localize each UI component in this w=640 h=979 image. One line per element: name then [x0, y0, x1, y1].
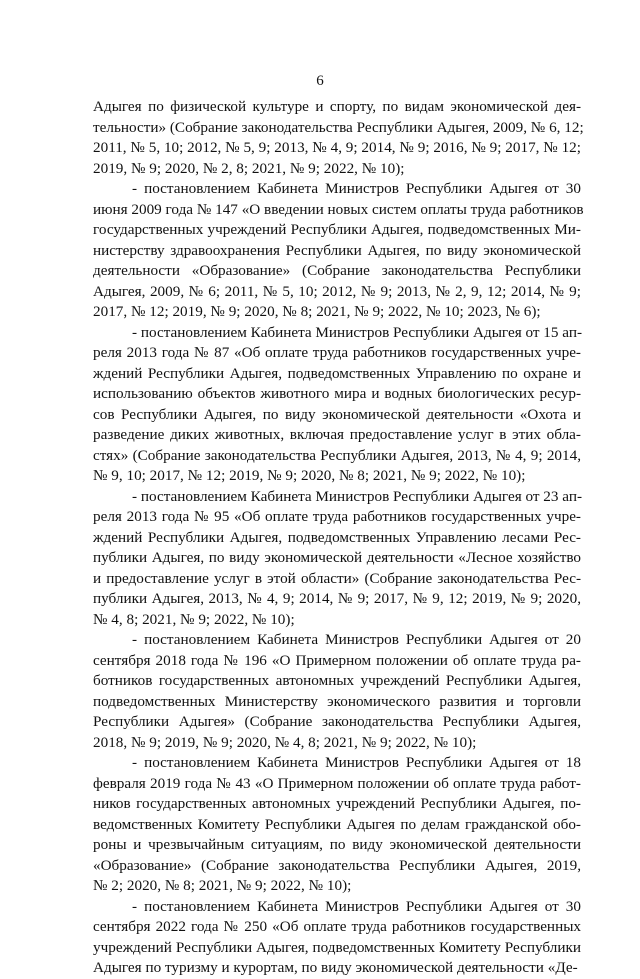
paragraph [93, 179, 584, 323]
text-line: Республики Адыгея» (Собрание законодательства Республики Адыгея, [93, 713, 581, 730]
paragraph [93, 897, 581, 979]
text-line: ждений Республики Адыгея, подведомственных Управлению лесами Рес- [93, 528, 581, 546]
text-line: - постановлением Кабинета Министров Республики Адыгея от 18 [132, 754, 581, 771]
text-line: публики Адыгея, 2013, № 4, 9; 2014, № 9; 2017, № 9, 12; 2019, № 9; 2020, [93, 590, 581, 607]
page-number: 6 [316, 73, 324, 89]
paragraph [93, 323, 581, 487]
text-line: - постановлением Кабинета Министров Республики Адыгея от 23 ап- [132, 487, 583, 505]
text-line: сентября 2022 года № 250 «Об оплате труда работников государственных [93, 918, 581, 935]
text-line: № 4, 8; 2021, № 9; 2022, № 10); [93, 610, 295, 628]
text-line: роны и чрезвычайным ситуациям, по виду экономической деятельности [93, 836, 581, 853]
text-line: - постановлением Кабинета Министров Республики Адыгея от 30 [132, 897, 581, 915]
text-line: «Образование» (Собрание законодательства Республики Адыгея, 2019, [93, 856, 581, 874]
text-line: Адыгея по туризму и курортам, по виду экономической деятельности «Де- [93, 959, 578, 976]
document-body [93, 97, 584, 979]
text-line: реля 2013 года № 95 «Об оплате труда работников государственных учре- [93, 508, 581, 525]
text-line: ждений Республики Адыгея, подведомственных Управлению по охране и [93, 364, 581, 382]
text-line: учреждений Республики Адыгея, подведомственных Комитету Республики [93, 938, 581, 956]
text-line: публики Адыгея, по виду экономической деятельности «Лесное хозяйство [93, 549, 581, 566]
paragraph [93, 487, 581, 631]
text-line: ников государственных автономных учреждений Республики Адыгея, по- [93, 795, 581, 812]
text-line: ботников государственных автономных учреждений Республики Адыгея, [93, 672, 581, 689]
text-line: использованию объектов животного мира и водных биологических ресур- [93, 385, 581, 402]
text-line: разведение диких животных, включая предоставление услуг в этих обла- [93, 426, 581, 443]
text-line: - постановлением Кабинета Министров Республики Адыгея от 30 [132, 180, 581, 197]
text-line: № 9, 10; 2017, № 12; 2019, № 9; 2020, № 8; 2021, № 9; 2022, № 10); [93, 467, 526, 484]
text-line: № 2; 2020, № 8; 2021, № 9; 2022, № 10); [93, 877, 352, 894]
text-line: - постановлением Кабинета Министров Республики Адыгея от 15 ап- [132, 323, 583, 341]
text-line: Адыгея по физической культуре и спорту, по видам экономической дея- [93, 98, 581, 115]
text-line: тельности» (Собрание законодательства Республики Адыгея, 2009, № 6, 12; [93, 118, 584, 136]
paragraph [93, 753, 581, 897]
paragraph [93, 97, 584, 179]
text-line: 2019, № 9; 2020, № 2, 8; 2021, № 9; 2022, № 10); [93, 159, 405, 177]
text-line: 2011, № 5, 10; 2012, № 5, 9; 2013, № 4, 9; 2014, № 9; 2016, № 9; 2017, № 12; [93, 139, 581, 156]
text-line: сентября 2018 года № 196 «О Примерном положении об оплате труда ра- [93, 651, 581, 669]
text-line: государственных учреждений Республики Адыгея, подведомственных Ми- [93, 221, 581, 238]
text-line: 2017, № 12; 2019, № 9; 2020, № 8; 2021, № 9; 2022, № 10; 2023, № 6); [93, 303, 541, 320]
text-line: реля 2013 года № 87 «Об оплате труда работников государственных учре- [93, 344, 581, 361]
text-line: Адыгея, 2009, № 6; 2011, № 5, 10; 2012, № 9; 2013, № 2, 9, 12; 2014, № 9; [93, 282, 581, 300]
paragraph [93, 630, 581, 753]
text-line: и предоставление услуг в этой области» (Собрание законодательства Рес- [93, 569, 581, 587]
text-line: ведомственных Комитету Республики Адыгея по делам гражданской обо- [93, 815, 581, 833]
text-line: сов Республики Адыгея, по виду экономической деятельности «Охота и [93, 405, 581, 423]
text-line: подведомственных Министерству экономического развития и торговли [93, 692, 581, 710]
text-line: 2018, № 9; 2019, № 9; 2020, № 4, 8; 2021, № 9; 2022, № 10); [93, 733, 477, 751]
text-line: деятельности «Образование» (Собрание законодательства Республики [93, 262, 581, 279]
text-line: стях» (Собрание законодательства Республики Адыгея, 2013, № 4, 9; 2014, [93, 446, 581, 464]
text-line: - постановлением Кабинета Министров Республики Адыгея от 20 [132, 631, 581, 648]
text-line: нистерству здравоохранения Республики Адыгея, по виду экономической [93, 241, 581, 259]
text-line: февраля 2019 года № 43 «О Примерном положении об оплате труда работ- [93, 774, 581, 792]
text-line: июня 2009 года № 147 «О введении новых систем оплаты труда работников [93, 200, 584, 218]
